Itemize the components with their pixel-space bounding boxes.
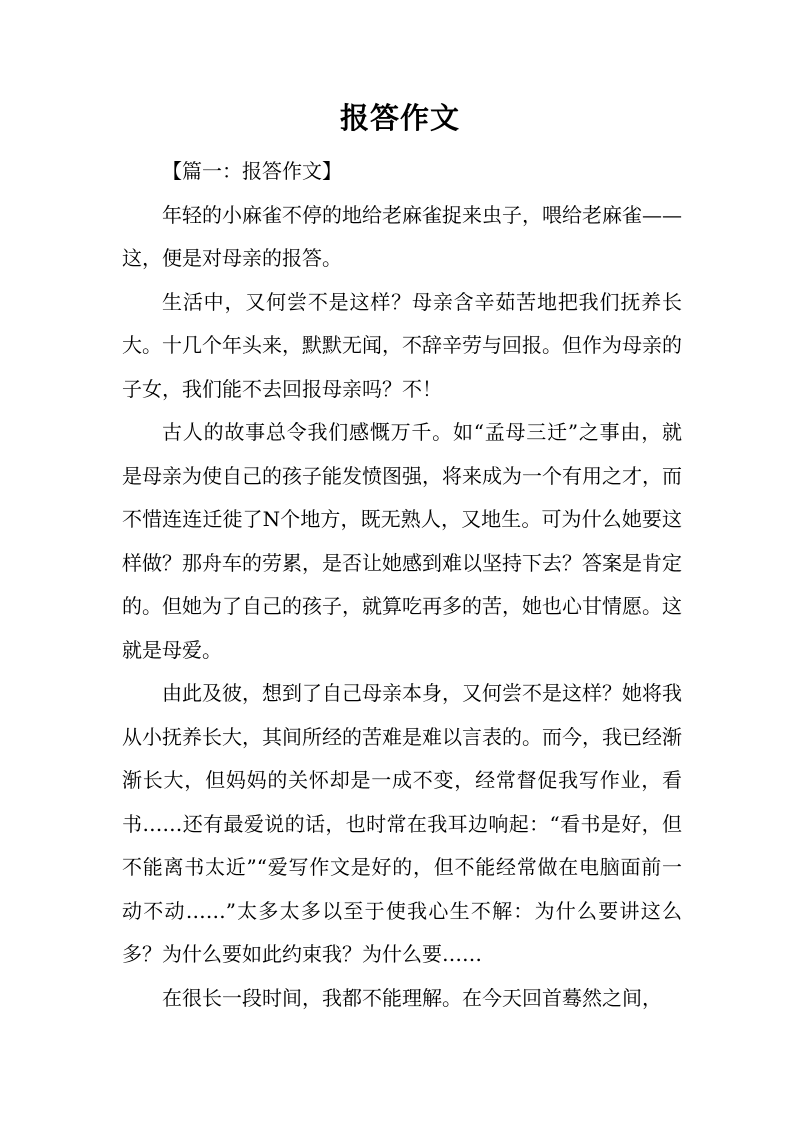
document-title: 报答作文	[339, 101, 460, 135]
paragraph-2: 生活中，又何尝不是这样？母亲含辛茹苦地把我们抚养长大。十几个年头来，默默无闻，不辞辛劳与回报。但作为母亲的子女，我们能不去回报母亲吗？不！	[122, 289, 682, 401]
document-body	[122, 150, 682, 1020]
paragraph-3: 古人的故事总令我们感慨万千。如“孟母三迁”之事由，就是母亲为使自己的孩子能发愤图强，将来成为一个有用之才，而不惜连连迁徙了N个地方，既无熟人，又地生。可为什么她要这样做？那舟车的劳累，是否让她感到难以坚持下去？答案是肯定的。但她为了自己的孩子，就算吃再多的苦，她也心甘情愿。这就是母爱。	[122, 420, 682, 662]
paragraph-4: 由此及彼，想到了自己母亲本身，又何尝不是这样？她将我从小抚养长大，其间所经的苦难是难以言表的。而今，我已经渐渐长大，但妈妈的关怀却是一成不变，经常督促我写作业，看书……还有最爱说的话，也时常在我耳边响起：“看书是好，但不能离书太近”“爱写作文是好的，但不能经常做在电脑面前一动不动……”太多太多以至于使我心生不解：为什么要讲这么多？为什么要如此约束我？为什么要……	[122, 681, 682, 966]
section-heading: 【篇一：报答作文】	[162, 159, 342, 183]
paragraph-5: 在很长一段时间，我都不能理解。在今天回首蓦然之间，	[162, 985, 662, 1010]
paragraph-1: 年轻的小麻雀不停的地给老麻雀捉来虫子，喂给老麻雀——这，便是对母亲的报答。	[122, 202, 682, 270]
